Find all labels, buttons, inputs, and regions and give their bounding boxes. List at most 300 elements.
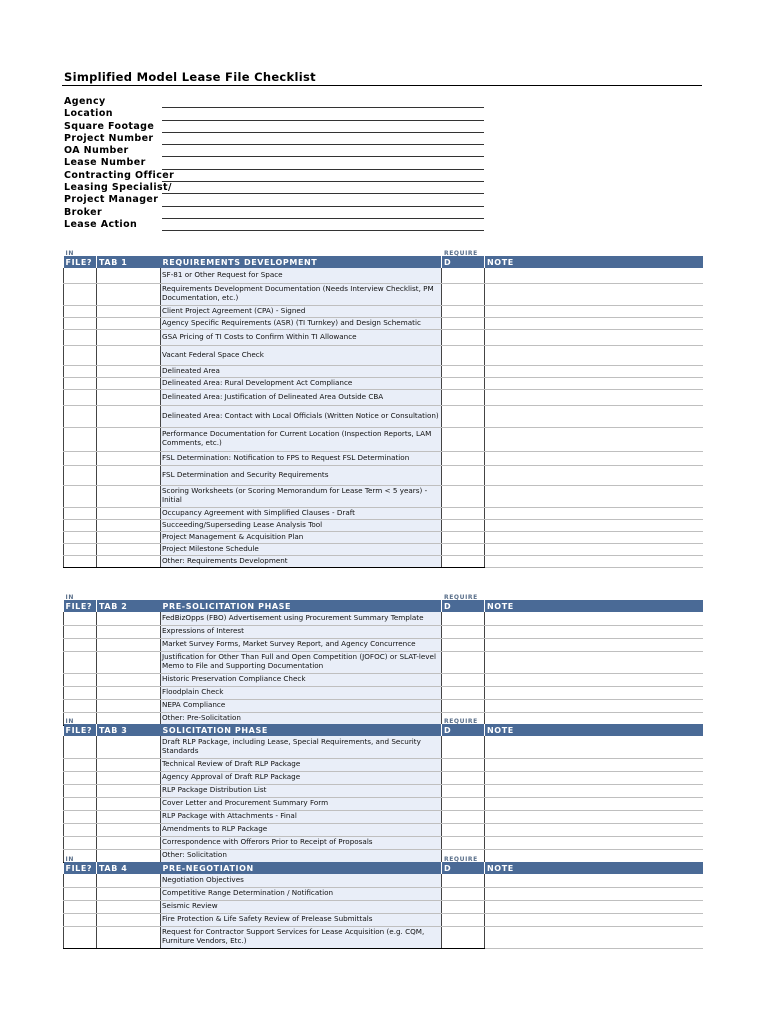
in-file-header: IN FILE? [64,600,97,612]
item-description: FSL Determination and Security Requirements [161,465,442,485]
in-file-cell[interactable] [64,699,97,712]
required-cell[interactable] [442,736,485,758]
tab-cell[interactable] [97,451,161,465]
required-header-top: REQUIRE [444,856,478,863]
tab-cell[interactable] [97,771,161,784]
info-row-agency [64,96,494,108]
tab-cell[interactable] [97,485,161,507]
note-cell[interactable] [485,365,703,377]
in-file-cell[interactable] [64,405,97,427]
required-cell[interactable] [442,405,485,427]
required-cell[interactable] [442,427,485,451]
info-input-line[interactable] [162,230,484,231]
checklist-section-tab4 [63,856,703,949]
note-cell[interactable] [485,849,703,862]
note-cell[interactable] [485,317,703,329]
in-file-cell[interactable] [64,771,97,784]
tab-cell[interactable] [97,673,161,686]
checklist-row [64,268,703,283]
in-file-cell[interactable] [64,531,97,543]
in-file-header: IN FILE? [64,862,97,874]
checklist-row [64,651,703,673]
note-cell[interactable] [485,543,703,555]
checklist-row [64,673,703,686]
note-cell[interactable] [485,823,703,836]
required-header: REQUIRE D [442,256,485,268]
section-header-row [64,256,703,268]
required-header: REQUIRE D [442,862,485,874]
required-cell[interactable] [442,465,485,485]
checklist-row [64,849,703,862]
lease-info-block [64,96,494,231]
in-file-cell[interactable] [64,451,97,465]
required-cell[interactable] [442,836,485,849]
tab-label: TAB 2 [97,600,161,612]
checklist-row [64,900,703,913]
tab-cell[interactable] [97,810,161,823]
info-label: Agency [64,96,106,107]
required-header-top: REQUIRE [444,250,478,257]
tab-cell[interactable] [97,926,161,948]
item-description: Justification for Other Than Full and Open Competition (JOFOC) or SLAT-level Memo to File and Supporting Documentation [161,651,442,673]
tab-cell[interactable] [97,345,161,365]
item-description: Client Project Agreement (CPA) - Signed [161,305,442,317]
in-file-cell[interactable] [64,810,97,823]
checklist-row [64,405,703,427]
note-cell[interactable] [485,507,703,519]
item-description: Technical Review of Draft RLP Package [161,758,442,771]
note-cell[interactable] [485,913,703,926]
phase-title: PRE-SOLICITATION PHASE [161,600,442,612]
in-file-cell[interactable] [64,926,97,948]
info-label: Location [64,108,113,120]
in-file-cell[interactable] [64,673,97,686]
note-cell[interactable] [485,625,703,638]
note-cell[interactable] [485,926,703,948]
required-cell[interactable] [442,345,485,365]
item-description: Competitive Range Determination / Notification [161,887,442,900]
in-file-cell[interactable] [64,797,97,810]
checklist-row [64,305,703,317]
in-file-cell[interactable] [64,686,97,699]
item-description: Expressions of Interest [161,625,442,638]
required-cell[interactable] [442,283,485,305]
section-header-row [64,724,703,736]
info-label: Leasing Specialist/ [64,182,172,194]
required-cell[interactable] [442,810,485,823]
item-description: Agency Specific Requirements (ASR) (TI Turnkey) and Design Schematic [161,317,442,329]
checklist-row [64,758,703,771]
item-description: Other: Solicitation [161,849,442,862]
item-description: Delineated Area: Contact with Local Officials (Written Notice or Consultation) [161,405,442,427]
note-cell[interactable] [485,377,703,389]
note-cell[interactable] [485,283,703,305]
in-file-cell[interactable] [64,427,97,451]
tab-cell[interactable] [97,797,161,810]
item-description: Delineated Area: Rural Development Act Compliance [161,377,442,389]
checklist-row [64,519,703,531]
tab-cell[interactable] [97,305,161,317]
checklist-row [64,887,703,900]
info-row-broker [64,207,494,219]
required-cell[interactable] [442,686,485,699]
item-description: Request for Contractor Support Services for Lease Acquisition (e.g. CQM, Furniture Vendors, Etc.) [161,926,442,948]
tab-cell[interactable] [97,427,161,451]
tab-cell[interactable] [97,651,161,673]
note-header: NOTE [485,256,703,268]
checklist-row [64,836,703,849]
note-cell[interactable] [485,810,703,823]
item-description: Agency Approval of Draft RLP Package [161,771,442,784]
in-file-header-top: IN [65,250,74,257]
tab-cell[interactable] [97,836,161,849]
checklist-row [64,317,703,329]
tab-cell[interactable] [97,900,161,913]
tab-cell[interactable] [97,317,161,329]
item-description: Delineated Area: Justification of Delineated Area Outside CBA [161,389,442,405]
required-cell[interactable] [442,771,485,784]
tab-cell[interactable] [97,758,161,771]
note-cell[interactable] [485,651,703,673]
note-cell[interactable] [485,638,703,651]
checklist-section-tab2 [63,594,703,726]
note-header: NOTE [485,862,703,874]
tab-cell[interactable] [97,519,161,531]
in-file-cell[interactable] [64,389,97,405]
in-file-cell[interactable] [64,913,97,926]
required-cell[interactable] [442,305,485,317]
item-description: NEPA Compliance [161,699,442,712]
note-cell[interactable] [485,736,703,758]
checklist-row [64,874,703,887]
item-description: Performance Documentation for Current Location (Inspection Reports, LAM Comments, etc.) [161,427,442,451]
checklist-row [64,699,703,712]
required-cell[interactable] [442,555,485,567]
required-cell[interactable] [442,317,485,329]
item-description: Seismic Review [161,900,442,913]
info-row-square-footage [64,121,494,133]
info-row-leasing-specialist [64,182,494,194]
checklist-row [64,612,703,625]
info-row-oa-number [64,145,494,157]
note-cell[interactable] [485,758,703,771]
checklist-row [64,377,703,389]
required-cell[interactable] [442,638,485,651]
note-cell[interactable] [485,686,703,699]
in-file-cell[interactable] [64,345,97,365]
required-cell[interactable] [442,758,485,771]
note-cell[interactable] [485,612,703,625]
item-description: Project Milestone Schedule [161,543,442,555]
required-cell[interactable] [442,913,485,926]
info-label: Lease Action [64,218,138,230]
tab-label: TAB 3 [97,724,161,736]
required-cell[interactable] [442,784,485,797]
required-header: REQUIRE D [442,600,485,612]
note-cell[interactable] [485,555,703,567]
required-cell[interactable] [442,268,485,283]
checklist-row [64,771,703,784]
info-label: Project Manager [64,194,159,206]
item-description: Scoring Worksheets (or Scoring Memorandum for Lease Term < 5 years) - Initial [161,485,442,507]
info-row-contracting-officer [64,170,494,182]
checklist-row [64,784,703,797]
checklist-row [64,810,703,823]
info-label: Broker [64,206,103,218]
required-cell[interactable] [442,699,485,712]
note-cell[interactable] [485,329,703,345]
in-file-cell[interactable] [64,507,97,519]
phase-title: REQUIREMENTS DEVELOPMENT [161,256,442,268]
note-cell[interactable] [485,699,703,712]
in-file-cell[interactable] [64,651,97,673]
required-cell[interactable] [442,900,485,913]
required-cell[interactable] [442,926,485,948]
note-cell[interactable] [485,673,703,686]
tab-cell[interactable] [97,531,161,543]
note-cell[interactable] [485,345,703,365]
required-cell[interactable] [442,329,485,345]
tab-cell[interactable] [97,405,161,427]
required-cell[interactable] [442,625,485,638]
tab-cell[interactable] [97,686,161,699]
in-file-cell[interactable] [64,465,97,485]
note-header: NOTE [485,600,703,612]
tab-cell[interactable] [97,849,161,862]
item-description: FSL Determination: Notification to FPS to Request FSL Determination [161,451,442,465]
section-header-row [64,862,703,874]
in-file-cell[interactable] [64,555,97,567]
phase-title: PRE-NEGOTIATION [161,862,442,874]
tab-cell[interactable] [97,283,161,305]
checklist-row [64,823,703,836]
in-file-cell[interactable] [64,823,97,836]
note-header: NOTE [485,724,703,736]
info-label: Lease Number [64,157,146,169]
tab-cell[interactable] [97,389,161,405]
tab-cell[interactable] [97,507,161,519]
in-file-cell[interactable] [64,317,97,329]
info-row-project-manager [64,194,494,206]
checklist-row [64,736,703,758]
required-cell[interactable] [442,365,485,377]
required-cell[interactable] [442,874,485,887]
checklist-row [64,638,703,651]
required-header-top: REQUIRE [444,594,478,601]
title-underline [62,85,702,86]
checklist-row [64,913,703,926]
checklist-row [64,465,703,485]
in-file-header: IN FILE? [64,256,97,268]
item-description: Market Survey Forms, Market Survey Report, and Agency Concurrence [161,638,442,651]
checklist-row [64,555,703,567]
item-description: SF-81 or Other Request for Space [161,268,442,283]
phase-title: SOLICITATION PHASE [161,724,442,736]
checklist-row [64,543,703,555]
required-cell[interactable] [442,543,485,555]
info-label: Contracting Officer [64,169,175,181]
in-file-cell[interactable] [64,887,97,900]
item-description: Other: Requirements Development [161,555,442,567]
required-cell[interactable] [442,519,485,531]
item-description: Negotiation Objectives [161,874,442,887]
in-file-cell[interactable] [64,625,97,638]
item-description: Correspondence with Offerors Prior to Receipt of Proposals [161,836,442,849]
in-file-cell[interactable] [64,305,97,317]
tab-cell[interactable] [97,699,161,712]
in-file-header-top: IN [65,718,74,725]
in-file-cell[interactable] [64,736,97,758]
in-file-cell[interactable] [64,758,97,771]
tab-cell[interactable] [97,823,161,836]
info-row-project-number [64,133,494,145]
tab-cell[interactable] [97,736,161,758]
note-cell[interactable] [485,874,703,887]
item-description: Delineated Area [161,365,442,377]
tab-label: TAB 1 [97,256,161,268]
note-cell[interactable] [485,389,703,405]
checklist-row [64,451,703,465]
item-description: GSA Pricing of TI Costs to Confirm Within TI Allowance [161,329,442,345]
in-file-cell[interactable] [64,519,97,531]
in-file-cell[interactable] [64,836,97,849]
tab-cell[interactable] [97,887,161,900]
tab-cell[interactable] [97,268,161,283]
checklist-row [64,329,703,345]
required-cell[interactable] [442,451,485,465]
item-description: Project Management & Acquisition Plan [161,531,442,543]
tab-cell[interactable] [97,365,161,377]
tab-cell[interactable] [97,913,161,926]
in-file-header-top: IN [65,594,74,601]
in-file-cell[interactable] [64,365,97,377]
info-label: OA Number [64,145,129,157]
note-cell[interactable] [485,531,703,543]
in-file-header: IN FILE? [64,724,97,736]
in-file-cell[interactable] [64,283,97,305]
item-description: Cover Letter and Procurement Summary Form [161,797,442,810]
in-file-cell[interactable] [64,900,97,913]
note-cell[interactable] [485,268,703,283]
note-cell[interactable] [485,771,703,784]
required-cell[interactable] [442,389,485,405]
required-cell[interactable] [442,531,485,543]
required-cell[interactable] [442,673,485,686]
note-cell[interactable] [485,305,703,317]
required-cell[interactable] [442,651,485,673]
note-cell[interactable] [485,427,703,451]
tab-cell[interactable] [97,329,161,345]
checklist-row [64,485,703,507]
item-description: Vacant Federal Space Check [161,345,442,365]
in-file-cell[interactable] [64,874,97,887]
note-cell[interactable] [485,465,703,485]
checklist-row [64,531,703,543]
item-description: Succeeding/Superseding Lease Analysis Tool [161,519,442,531]
checklist-row [64,507,703,519]
required-cell[interactable] [442,797,485,810]
tab-cell[interactable] [97,377,161,389]
required-cell[interactable] [442,823,485,836]
checklist-row [64,686,703,699]
note-cell[interactable] [485,900,703,913]
required-cell[interactable] [442,485,485,507]
note-cell[interactable] [485,485,703,507]
checklist-section-tab1 [63,250,703,568]
tab-cell[interactable] [97,543,161,555]
required-cell[interactable] [442,887,485,900]
item-description: RLP Package with Attachments - Final [161,810,442,823]
tab-cell[interactable] [97,874,161,887]
in-file-cell[interactable] [64,268,97,283]
section-header-row [64,600,703,612]
item-description: Draft RLP Package, including Lease, Special Requirements, and Security Standards [161,736,442,758]
required-header-top: REQUIRE [444,718,478,725]
page-title: Simplified Model Lease File Checklist [64,70,316,84]
item-description: Historic Preservation Compliance Check [161,673,442,686]
tab-cell[interactable] [97,638,161,651]
tab-cell[interactable] [97,612,161,625]
note-cell[interactable] [485,836,703,849]
in-file-cell[interactable] [64,377,97,389]
in-file-cell[interactable] [64,543,97,555]
note-cell[interactable] [485,519,703,531]
checklist-row [64,283,703,305]
in-file-cell[interactable] [64,638,97,651]
item-description: Fire Protection & Life Safety Review of Prelease Submittals [161,913,442,926]
checklist-row [64,797,703,810]
required-cell[interactable] [442,377,485,389]
checklist-row [64,427,703,451]
note-cell[interactable] [485,451,703,465]
item-description: Amendments to RLP Package [161,823,442,836]
note-cell[interactable] [485,797,703,810]
item-description: RLP Package Distribution List [161,784,442,797]
in-file-header-top: IN [65,856,74,863]
item-description: FedBizOpps (FBO) Advertisement using Procurement Summary Template [161,612,442,625]
required-cell[interactable] [442,612,485,625]
checklist-row [64,389,703,405]
tab-cell[interactable] [97,555,161,567]
info-row-lease-action [64,219,494,231]
in-file-cell[interactable] [64,329,97,345]
note-cell[interactable] [485,784,703,797]
required-header: REQUIRE D [442,724,485,736]
checklist-row [64,345,703,365]
checklist-row [64,625,703,638]
info-label: Square Footage [64,120,155,132]
info-row-lease-number [64,157,494,169]
tab-cell[interactable] [97,784,161,797]
required-cell[interactable] [442,507,485,519]
item-description: Floodplain Check [161,686,442,699]
in-file-cell[interactable] [64,485,97,507]
info-label: Project Number [64,132,154,144]
note-cell[interactable] [485,887,703,900]
tab-label: TAB 4 [97,862,161,874]
info-row-location [64,108,494,120]
in-file-cell[interactable] [64,612,97,625]
item-description: Requirements Development Documentation (Needs Interview Checklist, PM Documentation, etc.) [161,283,442,305]
in-file-cell[interactable] [64,784,97,797]
item-description: Occupancy Agreement with Simplified Clauses - Draft [161,507,442,519]
tab-cell[interactable] [97,465,161,485]
checklist-row [64,365,703,377]
checklist-row [64,926,703,948]
item-description: Other: Pre-Solicitation [161,712,442,725]
note-cell[interactable] [485,405,703,427]
tab-cell[interactable] [97,625,161,638]
